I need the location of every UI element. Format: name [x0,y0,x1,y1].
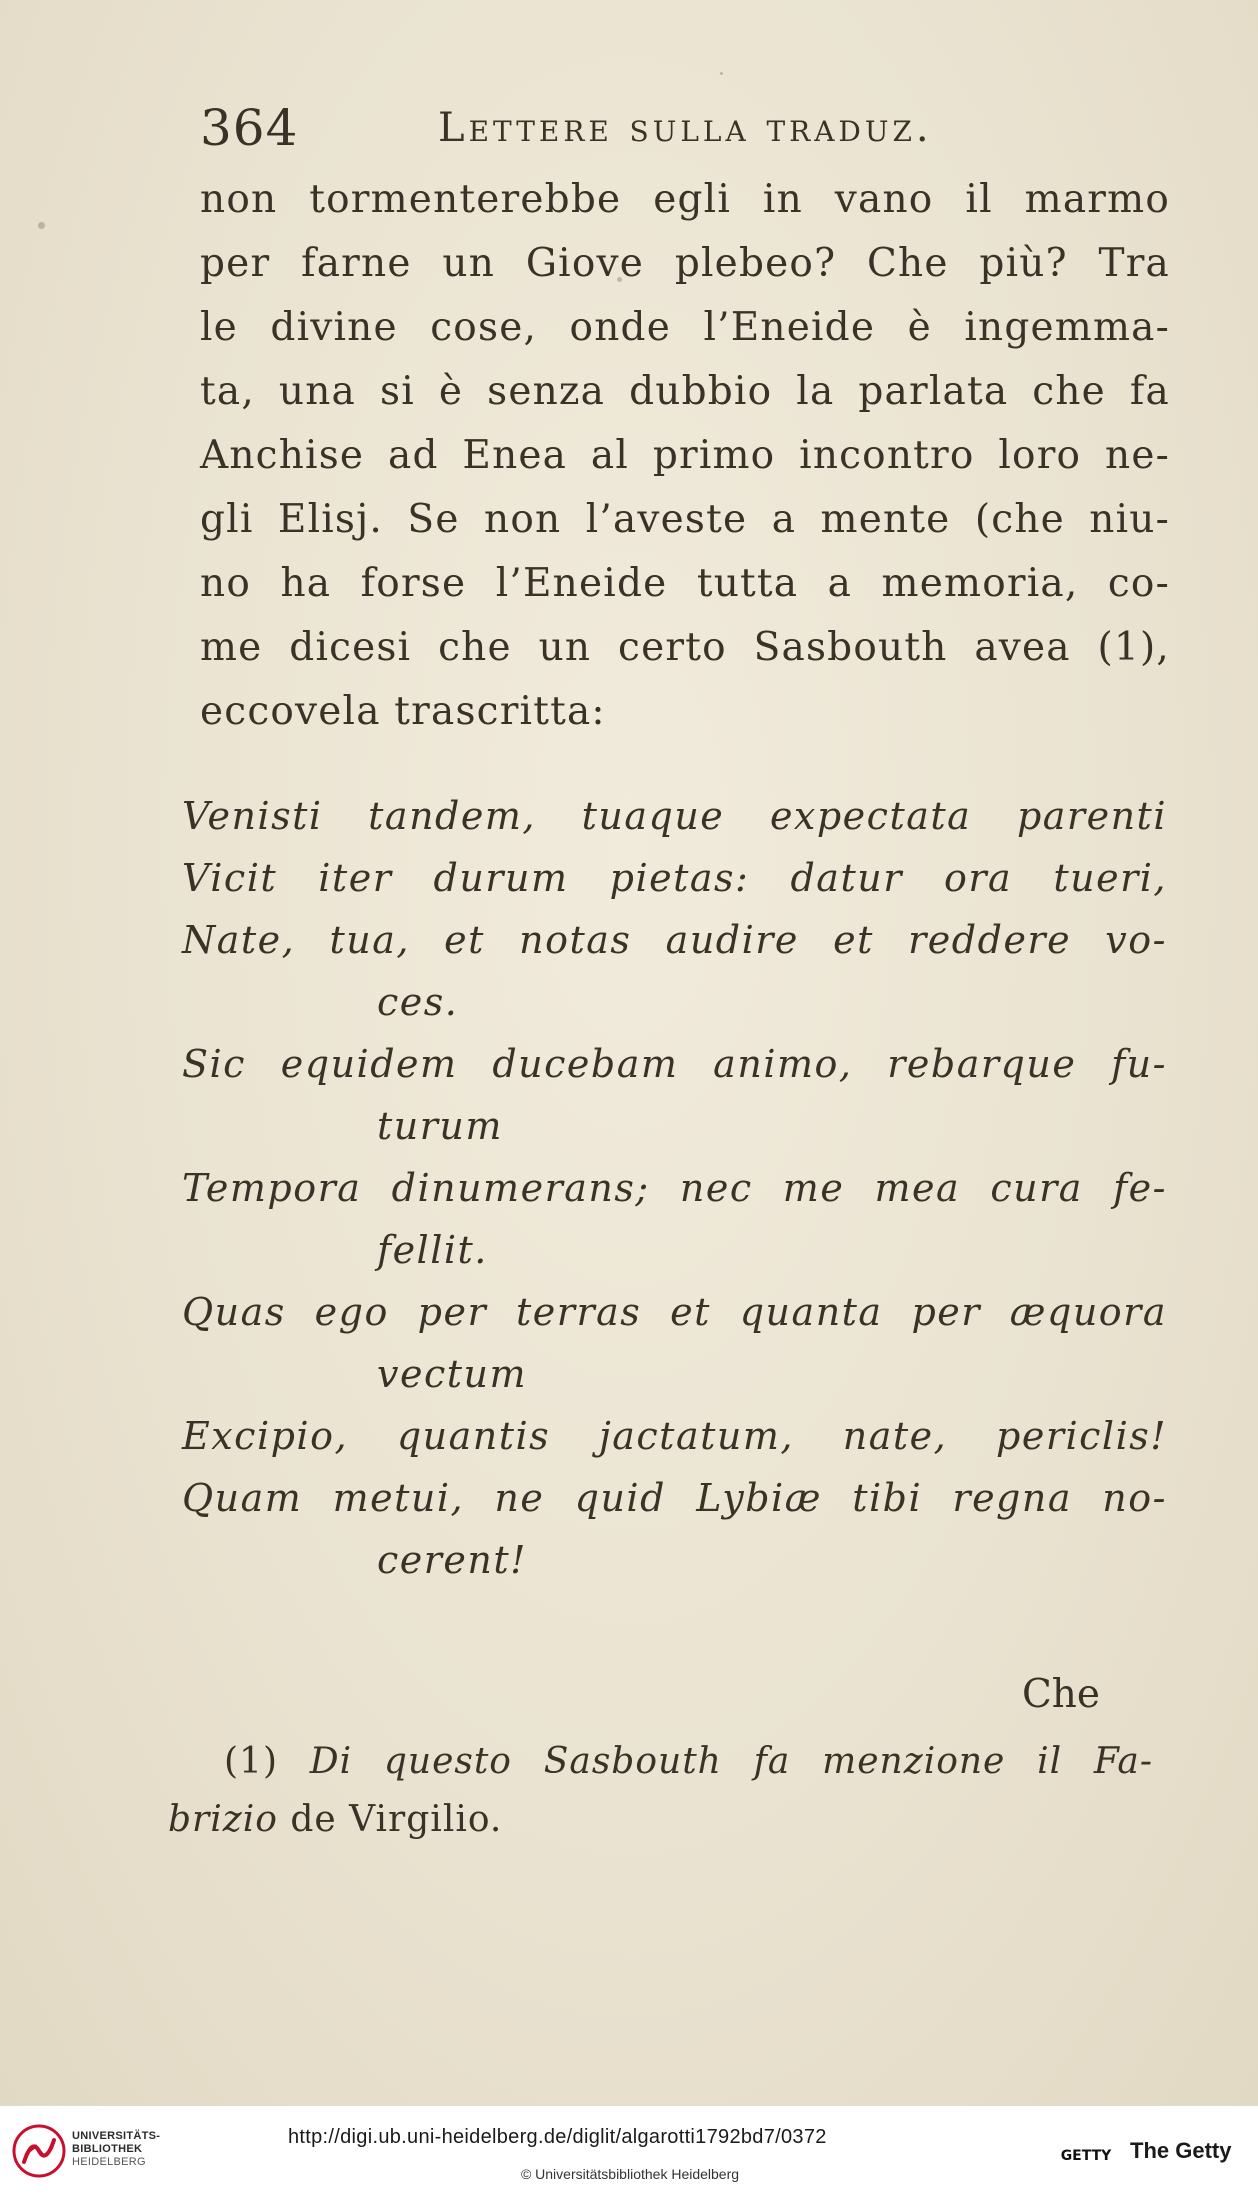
prose-line: ta, una si è senza dubbio la parlata che fa [200,369,1170,414]
svg-text:GETTY: GETTY [1060,2148,1112,2164]
prose-block [200,168,1170,744]
footnote-text-italic: Di questo Sasbouth fa menzione il Fa- [309,1741,1154,1782]
paper-speck [617,277,622,282]
prose-line: le divine cose, onde l’Eneide è ingemma- [200,305,1170,350]
page-number: 364 [200,99,299,157]
footnote-line-1 [168,1733,1153,1791]
prose-line: no ha forse l’Eneide tutta a memoria, co- [200,561,1170,606]
prose-line: Anchise ad Enea al primo incontro loro ne- [200,433,1170,478]
verse-line: Venisti tandem, tuaque expectata parenti [182,794,1167,838]
verse-line-continuation: turum [377,1104,503,1148]
verse-line-continuation: vectum [377,1352,528,1396]
catchword: Che [1021,1672,1100,1717]
running-title: Lettere sulla traduz. [438,105,933,151]
verse-line: Quam metui, ne quid Lybiæ tibi regna no- [182,1476,1167,1520]
verse-line-continuation: fellit. [377,1228,488,1272]
prose-line: eccovela trascritta: [200,689,606,734]
verse-line: Vicit iter durum pietas: datur ora tueri, [182,856,1167,900]
footnote-text-italic-2: brizio [168,1799,278,1840]
document-url-link[interactable]: http://digi.ub.uni-heidelberg.de/diglit/algarotti1792bd7/0372 [288,2126,827,2148]
library-name-line: BIBLIOTHEK [72,2143,143,2155]
verse-line-continuation: ces. [377,980,459,1024]
verse-line: Sic equidem ducebam animo, rebarque fu- [182,1042,1167,1086]
prose-line: non tormenterebbe egli in vano il marmo [200,177,1170,222]
footnote-line-2 [168,1791,1153,1849]
verse-line: Excipio, quantis jactatum, nate, periclis! [182,1414,1167,1458]
verse-line: Tempora dinumerans; nec me mea cura fe- [182,1166,1167,1210]
library-name-line: HEIDELBERG [72,2156,146,2168]
getty-logo-icon [1058,2122,1114,2182]
prose-line: gli Elisj. Se non l’aveste a mente (che niu- [200,497,1170,542]
library-name [72,2130,160,2169]
ub-heidelberg-logo-icon [12,2124,66,2178]
paper-speck [38,222,45,229]
footnote-marker: (1) [224,1741,278,1782]
verse-line-continuation: cerent! [377,1538,527,1582]
verse-block [182,785,1167,1591]
getty-name: The Getty [1130,2138,1232,2163]
footnote [168,1733,1153,1849]
footnote-text-roman: de Virgilio. [290,1799,503,1840]
footer-bar [0,2105,1258,2197]
prose-line: me dicesi che un certo Sasbouth avea (1), [200,625,1170,670]
page-header [200,98,1160,158]
library-name-line: UNIVERSITÄTS- [72,2130,161,2142]
copyright-notice: © Universitätsbibliothek Heidelberg [520,2166,740,2182]
verse-line: Nate, tua, et notas audire et reddere vo- [182,918,1167,962]
verse-line: Quas ego per terras et quanta per æquora [182,1290,1167,1334]
prose-line: per farne un Giove plebeo? Che più? Tra [200,241,1170,286]
paper-speck [720,72,723,75]
